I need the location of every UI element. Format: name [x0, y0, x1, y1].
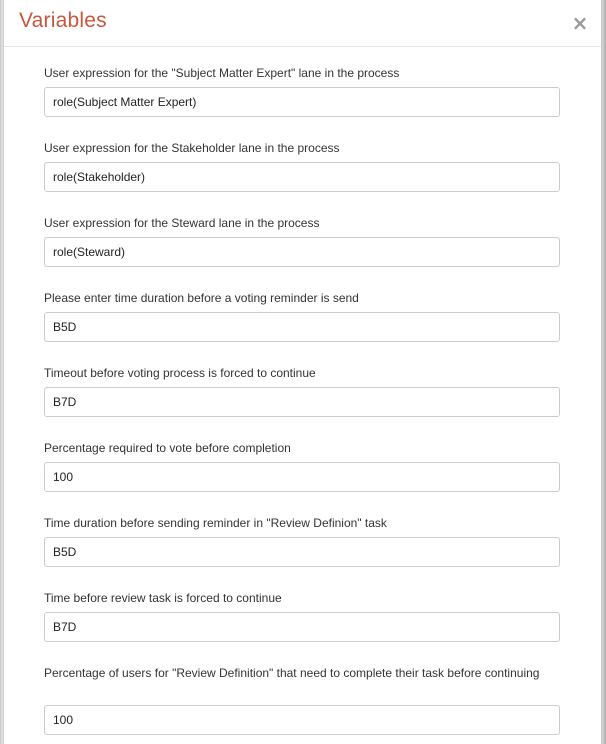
field-label: Timeout before voting process is forced to continue [44, 366, 316, 380]
background-edge-right [602, 0, 606, 744]
field-stakeholder-lane [44, 139, 560, 157]
field-review-reminder [44, 514, 560, 532]
vote-percentage-input[interactable] [44, 462, 560, 492]
stakeholder-lane-expression-input[interactable] [44, 162, 560, 192]
close-icon[interactable]: × [571, 11, 589, 35]
dialog-title: Variables [19, 9, 107, 32]
sme-lane-expression-input[interactable] [44, 87, 560, 117]
field-vote-percentage [44, 439, 560, 457]
field-review-percentage [44, 664, 560, 682]
field-review-timeout [44, 589, 560, 607]
field-label: Percentage of users for "Review Definition" that need to complete their task before continuing [44, 666, 540, 680]
review-percentage-input[interactable] [44, 705, 560, 735]
review-timeout-input[interactable] [44, 612, 560, 642]
field-label: Time before review task is forced to continue [44, 591, 282, 605]
field-label: User expression for the "Subject Matter Expert" lane in the process [44, 66, 400, 80]
steward-lane-expression-input[interactable] [44, 237, 560, 267]
field-voting-timeout [44, 364, 560, 382]
field-label: Please enter time duration before a voting reminder is send [44, 291, 359, 305]
dialog-body [4, 47, 601, 744]
field-voting-reminder [44, 289, 560, 307]
field-label: User expression for the Steward lane in the process [44, 216, 320, 230]
field-label: User expression for the Stakeholder lane in the process [44, 141, 340, 155]
field-sme-lane [44, 64, 560, 82]
variables-dialog [3, 0, 602, 744]
dialog-header [4, 0, 601, 47]
review-reminder-duration-input[interactable] [44, 537, 560, 567]
field-label: Percentage required to vote before completion [44, 441, 291, 455]
voting-timeout-input[interactable] [44, 387, 560, 417]
field-label: Time duration before sending reminder in "Review Definion" task [44, 516, 387, 530]
voting-reminder-duration-input[interactable] [44, 312, 560, 342]
field-steward-lane [44, 214, 560, 232]
